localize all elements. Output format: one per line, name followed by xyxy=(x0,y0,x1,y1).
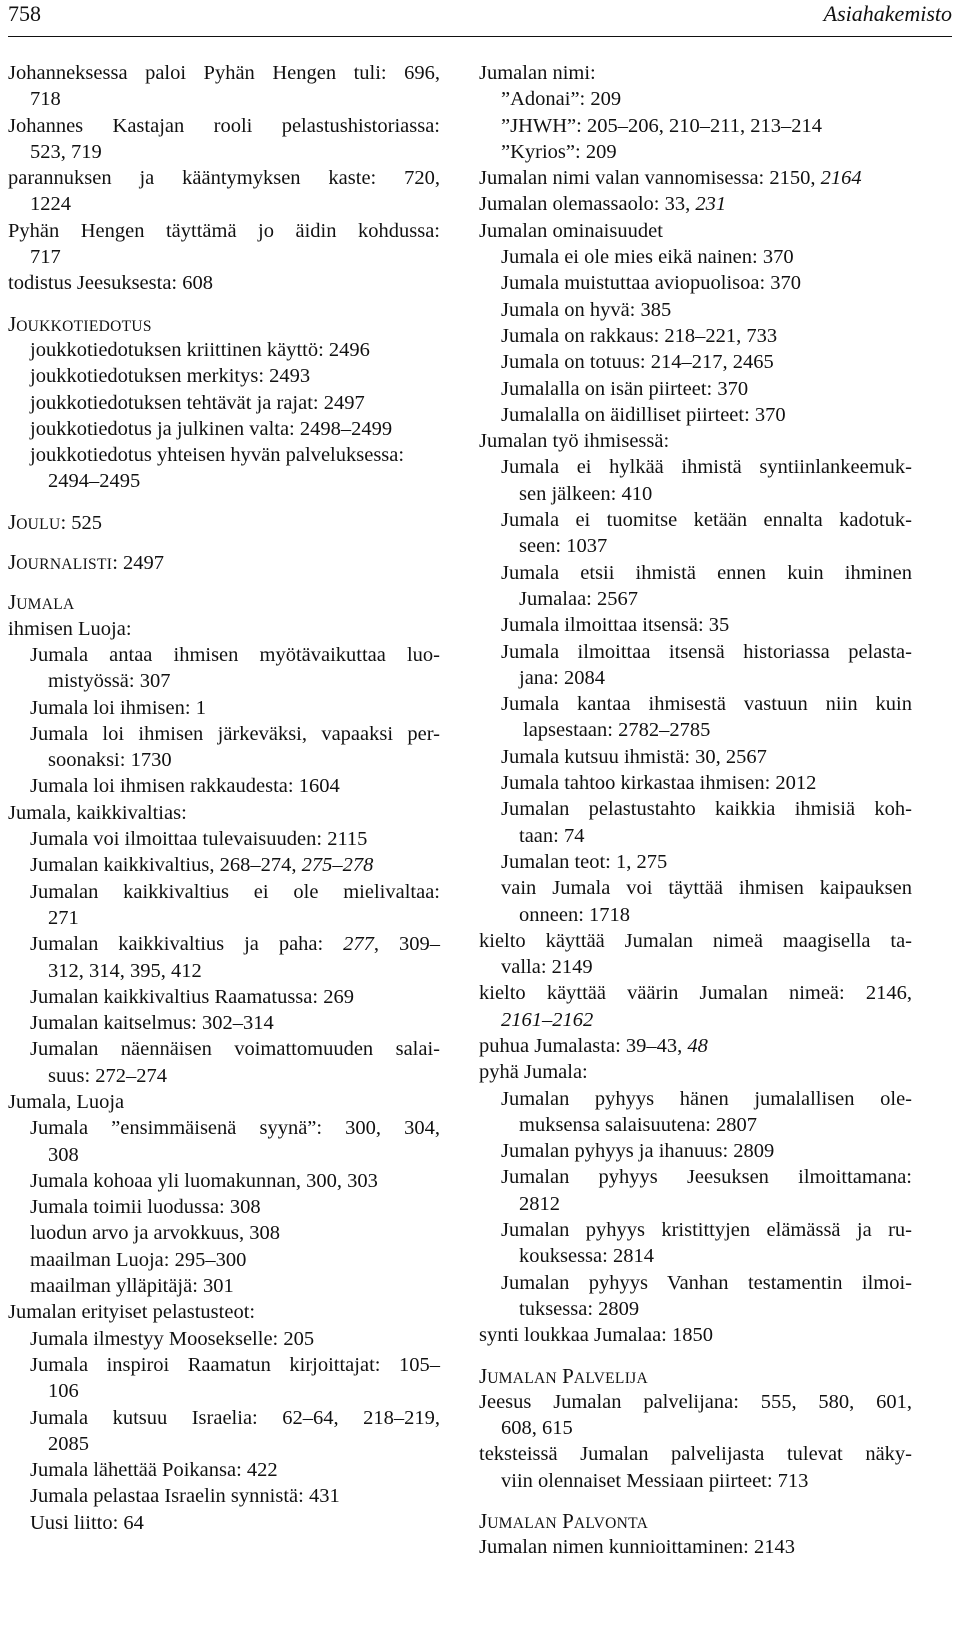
index-entry: seen: 1037 xyxy=(519,535,608,558)
index-entry xyxy=(8,931,440,957)
index-entry: 718 xyxy=(30,88,61,111)
entry-ref-italic: 275–278 xyxy=(301,854,374,877)
heading-page-ref: : 525 xyxy=(60,511,103,534)
index-heading xyxy=(8,311,440,337)
index-entry: joukkotiedotus ja julkinen valta: 2498–2499 xyxy=(30,417,393,440)
index-entry: Jumala on rakkaus: 218–221, 733 xyxy=(501,324,778,347)
index-entry: Jumala kutsuu ihmistä: 30, 2567 xyxy=(501,745,767,768)
index-entry: Jumalan nimi: xyxy=(479,62,596,84)
index-entry: Jumala toimii luodussa: 308 xyxy=(30,1196,261,1219)
index-entry: Johannes Kastajan rooli pelastushistoriassa: xyxy=(8,114,440,137)
index-entry xyxy=(8,852,440,878)
index-heading xyxy=(8,509,440,535)
index-entry: joukkotiedotuksen merkitys: 2493 xyxy=(30,365,311,388)
index-entry: 717 xyxy=(30,246,61,269)
index-entry: Jumalan ominaisuudet xyxy=(479,219,663,242)
index-entry: Jumalan pyhyys hänen jumalallisen ole- xyxy=(501,1087,912,1110)
heading-small-caps: JOULU xyxy=(8,509,61,534)
index-entry: viin olennaiset Messiaan piirteet: 713 xyxy=(501,1469,809,1492)
heading-small-caps: JUMALAN PALVONTA xyxy=(479,1509,649,1534)
index-entry: Jumala ilmoittaa itsensä historiassa pelasta- xyxy=(501,640,912,663)
index-entry: 2812 xyxy=(519,1192,560,1215)
index-column-right xyxy=(479,60,912,1561)
index-entry: onneen: 1718 xyxy=(519,903,631,926)
index-entry: 523, 719 xyxy=(30,140,102,163)
index-entry: kielto käyttää väärin Jumalan nimeä: 2146, xyxy=(479,982,912,1005)
index-entry: Jumala kantaa ihmisestä vastuun niin kuin xyxy=(501,693,912,716)
index-entry: maailman Luoja: 295–300 xyxy=(30,1248,247,1271)
index-entry: Jumalan kaitselmus: 302–314 xyxy=(30,1012,274,1035)
index-entry: Jumalan kaikkivaltius ei ole mielivaltaa: xyxy=(30,880,440,903)
index-entry: suus: 272–274 xyxy=(48,1064,168,1087)
index-entry xyxy=(479,1033,912,1059)
index-entry: ”Adonai”: 209 xyxy=(501,88,622,111)
entry-gap xyxy=(8,575,440,589)
index-entry: Pyhän Hengen täyttämä jo äidin kohdussa: xyxy=(8,219,440,242)
index-entry: Jeesus Jumalan palvelijana: 555, 580, 601, xyxy=(479,1390,912,1413)
entry-gap xyxy=(479,1349,912,1363)
index-entry: Jumala tahtoo kirkastaa ihmisen: 2012 xyxy=(501,772,817,795)
index-entry: Jumala loi ihmisen järkeväksi, vapaaksi per- xyxy=(30,722,440,745)
entry-gap xyxy=(479,1494,912,1508)
index-entry: Jumala on totuus: 214–217, 2465 xyxy=(501,351,774,374)
index-entry: Jumala on hyvä: 385 xyxy=(501,298,672,321)
index-entry: Jumalan pyhyys Jeesuksen ilmoittamana: xyxy=(501,1166,912,1189)
entry-text: Jumalan nimi valan vannomisessa: 2150, xyxy=(479,167,821,190)
index-entry: Uusi liitto: 64 xyxy=(30,1511,144,1534)
index-entry: Jumala muistuttaa aviopuolisoa: 370 xyxy=(501,272,802,295)
entry-ref-italic: 277 xyxy=(343,933,374,956)
index-entry: luodun arvo ja arvokkuus, 308 xyxy=(30,1222,280,1245)
index-entry: lapsestaan: 2782–2785 xyxy=(523,719,711,742)
index-entry: kouksessa: 2814 xyxy=(519,1245,654,1268)
entry-gap xyxy=(8,297,440,311)
index-entry: Jumalan pyhyys kristittyjen elämässä ja ru- xyxy=(501,1219,912,1242)
index-entry: soonaksi: 1730 xyxy=(48,749,172,772)
entry-text: puhua Jumalasta: 39–43, xyxy=(479,1034,688,1057)
index-entry: parannuksen ja kääntymyksen kaste: 720, xyxy=(8,167,440,190)
index-entry: Jumala lähettää Poikansa: 422 xyxy=(30,1459,278,1482)
index-entry: Jumalan teot: 1, 275 xyxy=(501,850,668,873)
index-entry: Jumala ilmestyy Moosekselle: 205 xyxy=(30,1327,315,1350)
index-entry: Jumala antaa ihmisen myötävaikuttaa luo- xyxy=(30,643,440,666)
entry-text: , 309– xyxy=(373,933,440,956)
page-number: 758 xyxy=(8,1,41,26)
index-entry: ”Kyrios”: 209 xyxy=(501,140,617,163)
index-entry: Jumalan pyhyys Vanhan testamentin ilmoi- xyxy=(501,1271,912,1294)
index-entry: maailman ylläpitäjä: 301 xyxy=(30,1275,234,1298)
index-entry: 106 xyxy=(48,1380,79,1403)
index-entry: Jumala kohoaa yli luomakunnan, 300, 303 xyxy=(30,1169,378,1192)
index-entry: Jumala loi ihmisen rakkaudesta: 1604 xyxy=(30,775,340,798)
index-entry: joukkotiedotus yhteisen hyvän palveluksessa: xyxy=(30,444,405,467)
entry-text: Jumalan olemassaolo: 33, xyxy=(479,193,696,216)
heading-small-caps: JUMALA xyxy=(8,590,75,615)
index-entry: joukkotiedotuksen tehtävät ja rajat: 2497 xyxy=(30,391,365,414)
heading-page-ref: : 2497 xyxy=(112,552,165,575)
entry-text: Jumalan kaikkivaltius ja paha: xyxy=(30,933,344,956)
index-entry: jana: 2084 xyxy=(519,666,605,689)
index-entry: Jumala pelastaa Israelin synnistä: 431 xyxy=(30,1485,340,1508)
index-entry: Jumalan näennäisen voimattomuuden salai- xyxy=(30,1038,440,1061)
heading-small-caps: JOUKKOTIEDOTUS xyxy=(8,311,152,336)
entry-ref-italic: 2161–2162 xyxy=(501,1008,594,1031)
index-entry: 2085 xyxy=(48,1432,89,1455)
index-entry: joukkotiedotuksen kriittinen käyttö: 2496 xyxy=(30,338,370,361)
index-entry: Jumala loi ihmisen: 1 xyxy=(30,696,206,719)
index-entry: teksteissä Jumalan palvelijasta tulevat näky- xyxy=(479,1443,912,1466)
index-entry: 2494–2495 xyxy=(48,470,141,493)
index-heading xyxy=(8,589,440,615)
index-entry: Jumala kutsuu Israelia: 62–64, 218–219, xyxy=(30,1406,440,1429)
index-entry: Jumalalla on isän piirteet: 370 xyxy=(501,377,749,400)
index-entry: Jumalan pyhyys ja ihanuus: 2809 xyxy=(501,1140,775,1163)
index-entry: ihmisen Luoja: xyxy=(8,617,132,640)
index-entry: 308 xyxy=(48,1143,79,1166)
index-entry: Jumalaa: 2567 xyxy=(519,587,638,610)
index-entry: Jumalan kaikkivaltius Raamatussa: 269 xyxy=(30,985,354,1008)
index-heading xyxy=(479,1363,912,1389)
entry-ref-italic: 231 xyxy=(695,193,727,216)
index-entry: Johanneksessa paloi Pyhän Hengen tuli: 696, xyxy=(8,62,440,84)
index-entry: Jumalan pelastustahto kaikkia ihmisiä koh- xyxy=(501,798,912,821)
index-entry: tuksessa: 2809 xyxy=(519,1297,640,1320)
index-entry: todistus Jeesuksesta: 608 xyxy=(8,272,213,295)
running-title: Asiahakemisto xyxy=(823,1,952,26)
index-entry: Jumala ei ole mies eikä nainen: 370 xyxy=(501,246,794,269)
index-entry: Jumala, Luoja xyxy=(8,1090,125,1113)
index-entry xyxy=(479,165,912,191)
entry-gap xyxy=(8,495,440,509)
index-entry: kielto käyttää Jumalan nimeä maagisella ta- xyxy=(479,929,912,952)
index-entry: Jumala inspiroi Raamatun kirjoittajat: 105– xyxy=(30,1353,440,1376)
index-entry: mistyössä: 307 xyxy=(48,670,171,693)
index-entry: synti loukkaa Jumalaa: 1850 xyxy=(479,1324,713,1347)
page-header xyxy=(8,0,952,37)
index-entry: Jumala ”ensimmäisenä syynä”: 300, 304, xyxy=(30,1117,440,1140)
index-entry: sen jälkeen: 410 xyxy=(519,482,653,505)
index-entry: Jumala etsii ihmistä ennen kuin ihminen xyxy=(501,561,912,584)
index-entry xyxy=(479,191,912,217)
index-entry: Jumalan työ ihmisessä: xyxy=(479,430,670,453)
index-entry: ”JHWH”: 205–206, 210–211, 213–214 xyxy=(501,114,822,137)
index-entry: vain Jumala voi täyttää ihmisen kaipauksen xyxy=(501,877,912,900)
index-entry: Jumalalla on äidilliset piirteet: 370 xyxy=(501,403,786,426)
heading-small-caps: JOURNALISTI xyxy=(8,550,113,575)
index-entry xyxy=(479,1007,912,1033)
heading-small-caps: JUMALAN PALVELIJA xyxy=(479,1363,648,1388)
index-entry: 271 xyxy=(48,906,79,929)
entry-gap xyxy=(8,535,440,549)
index-column-left xyxy=(8,60,440,1536)
entry-ref-italic: 2164 xyxy=(820,167,862,190)
entry-ref-italic: 48 xyxy=(687,1034,708,1057)
index-entry: valla: 2149 xyxy=(501,956,593,979)
index-entry: Jumalan erityiset pelastusteot: xyxy=(8,1301,256,1324)
index-entry: Jumala ei tuomitse ketään ennalta kadotuk- xyxy=(501,509,912,532)
index-entry: taan: 74 xyxy=(519,824,585,847)
index-entry: Jumala, kaikkivaltias: xyxy=(8,801,187,824)
index-entry: pyhä Jumala: xyxy=(479,1061,588,1084)
entry-text: Jumalan kaikkivaltius, 268–274, xyxy=(30,854,302,877)
index-entry: muksensa salaisuutena: 2807 xyxy=(519,1113,757,1136)
index-entry: Jumala ilmoittaa itsensä: 35 xyxy=(501,614,730,637)
index-entry: 312, 314, 395, 412 xyxy=(48,959,202,982)
index-entry: 608, 615 xyxy=(501,1417,573,1440)
index-entry: Jumala voi ilmoittaa tulevaisuuden: 2115 xyxy=(30,828,368,851)
index-entry: Jumalan nimen kunnioittaminen: 2143 xyxy=(479,1536,795,1559)
index-heading xyxy=(479,1508,912,1534)
index-heading xyxy=(8,549,440,575)
index-entry: 1224 xyxy=(30,193,71,216)
index-entry: Jumala ei hylkää ihmistä syntiinlankeemuk- xyxy=(501,456,912,479)
